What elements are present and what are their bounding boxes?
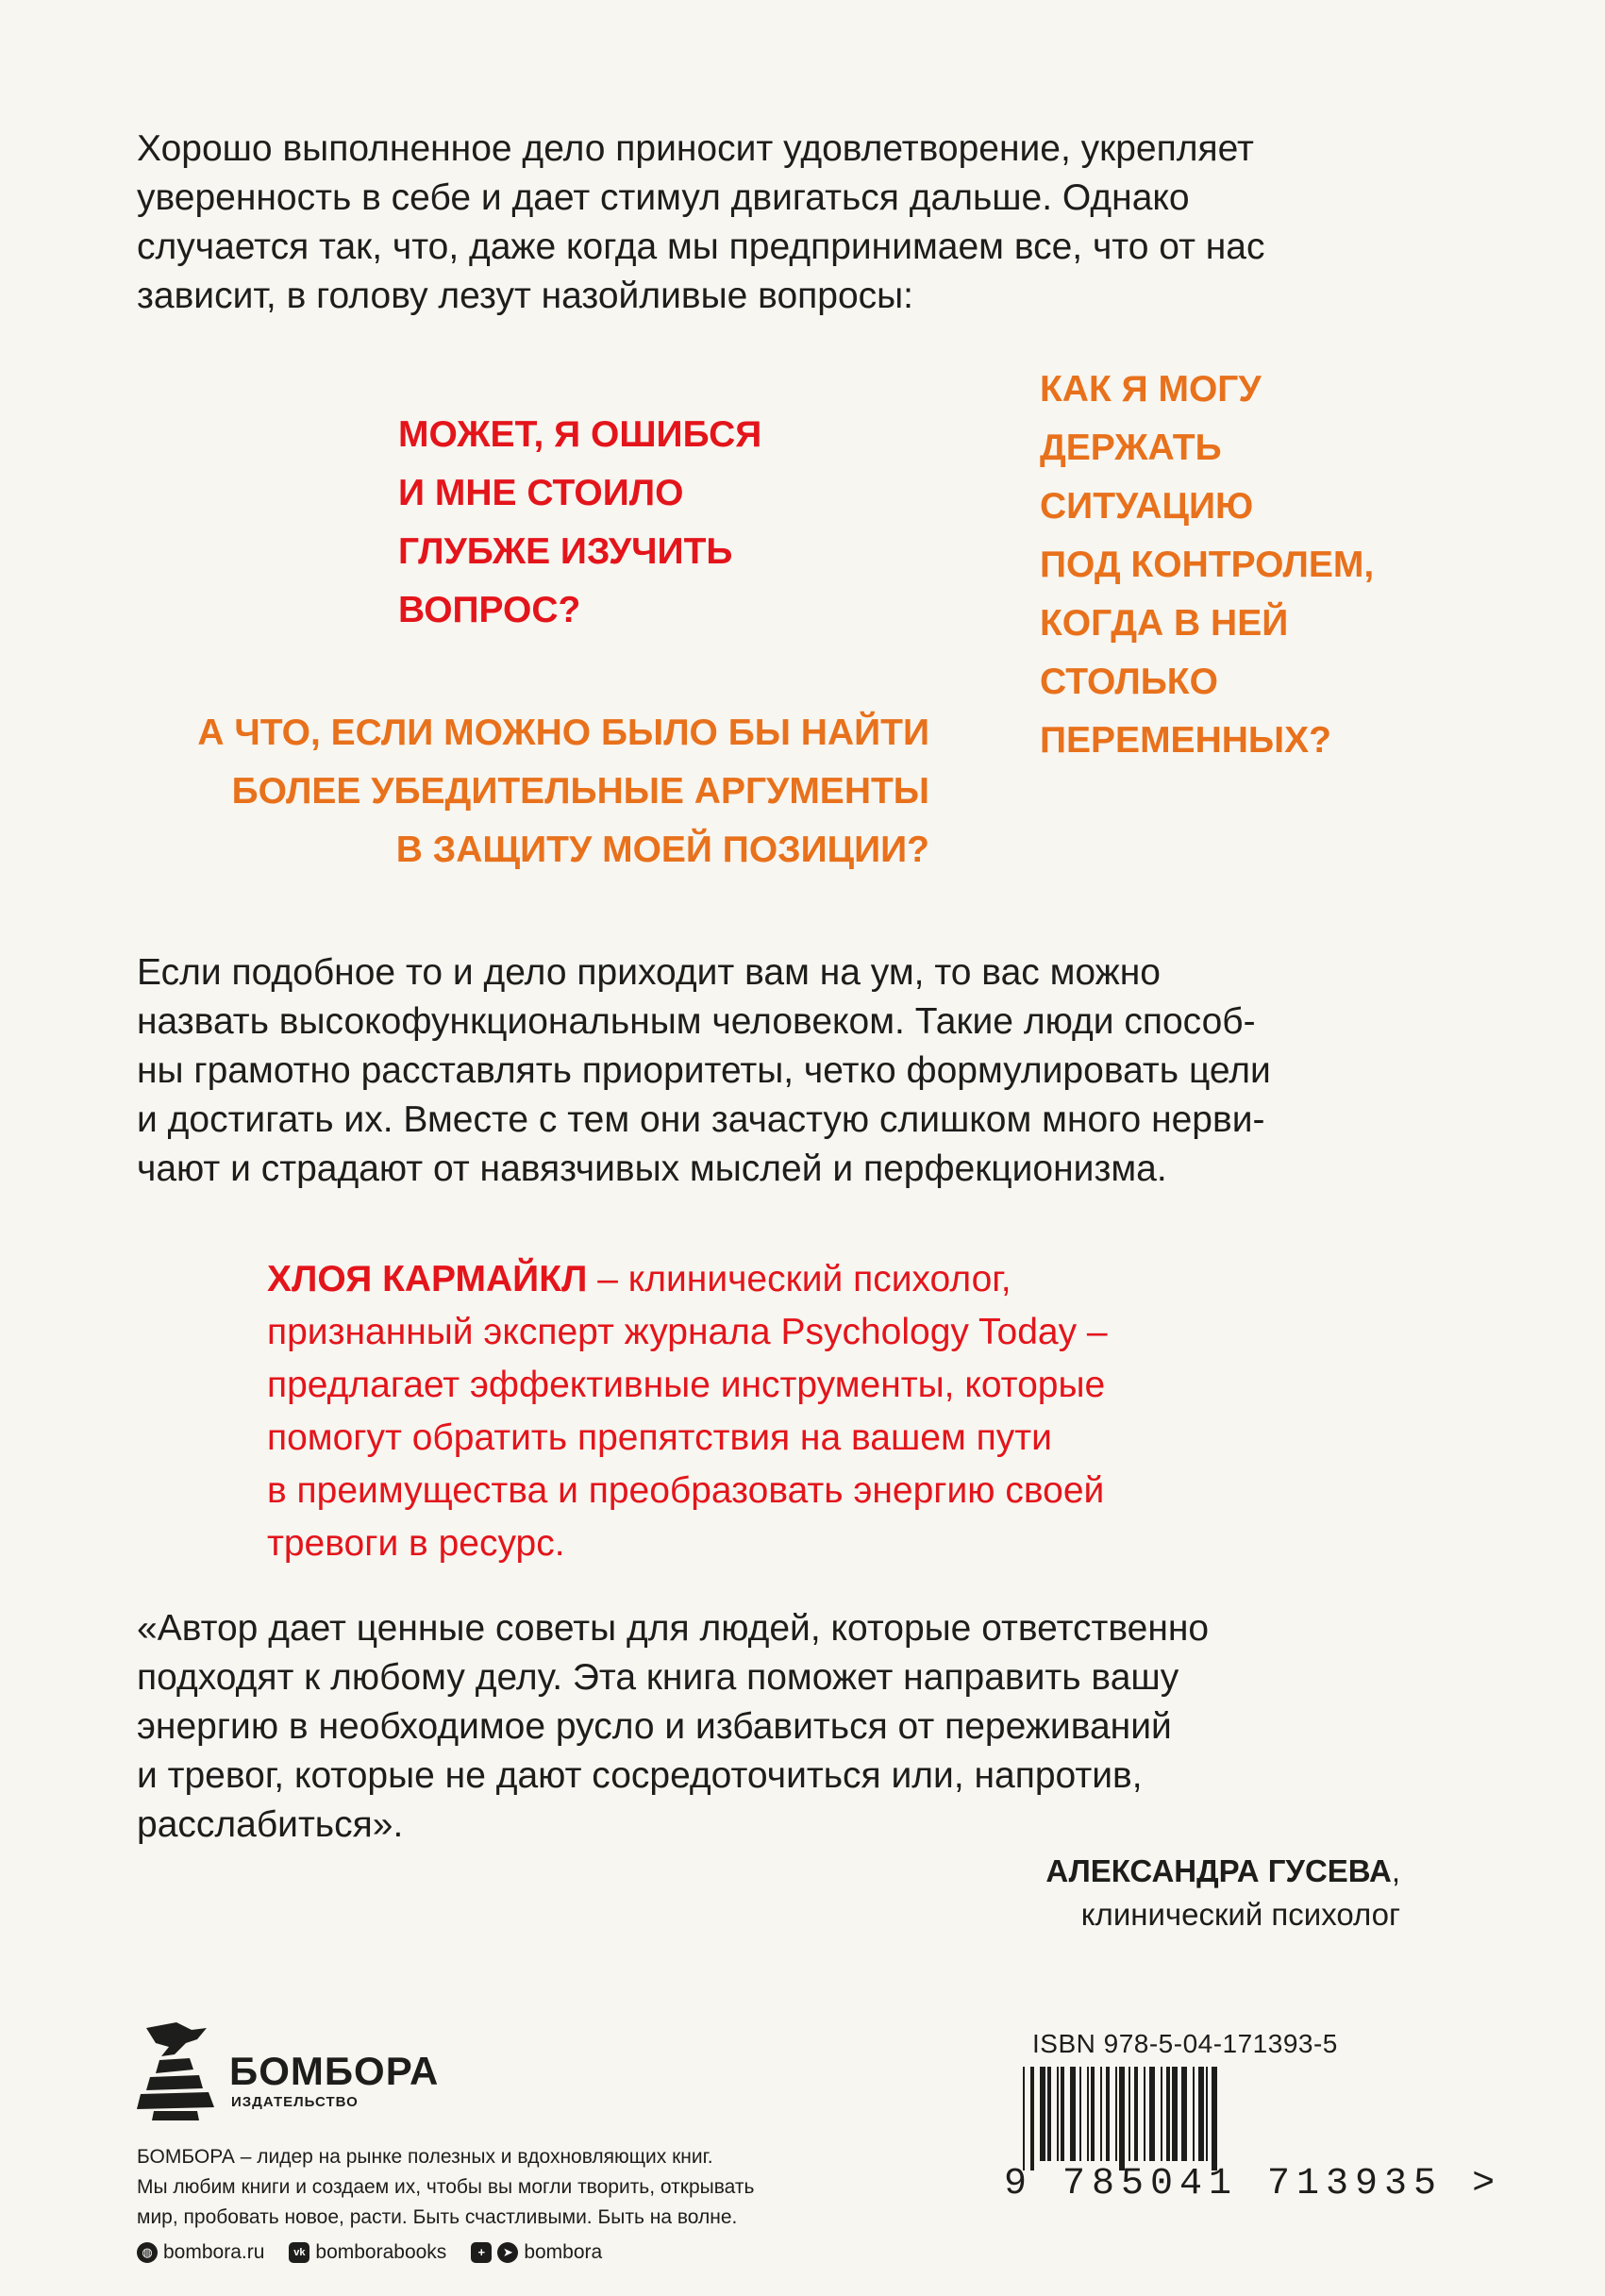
barcode-bar [1110,2067,1115,2161]
social-telegram[interactable] [471,2241,602,2264]
barcode-bar [1178,2067,1181,2161]
barcode-bar [1100,2067,1102,2161]
middle-line: ны грамотно расставлять приоритеты, четко формулировать цели [137,1050,1271,1091]
intro-line: Хорошо выполненное дело приносит удовлетворение, укрепляет [137,128,1254,169]
vk-icon: vk [289,2242,309,2263]
question-3-line: В ЗАЩИТУ МОЕЙ ПОЗИЦИИ? [395,830,929,870]
author-line: признанный эксперт журнала Psychology Today – [267,1312,1108,1352]
globe-icon: ◍ [137,2242,158,2263]
question-2-line: КАК Я МОГУ [1040,369,1262,410]
quote-line: «Автор дает ценные советы для людей, которые ответственно [137,1608,1210,1649]
author-line: в преимущества и преобразовать энергию своей [267,1470,1105,1511]
plus-icon: + [471,2242,492,2263]
isbn: ISBN 978-5-04-171393-5 [1032,2029,1338,2058]
quote-line: и тревог, которые не дают сосредоточиться или, напротив, [137,1755,1143,1796]
barcode-bar [1162,2067,1166,2161]
author-block [267,1253,1108,1570]
barcode-bar [1129,2067,1130,2161]
barcode-bar [1025,2067,1030,2170]
barcode-bar [1091,2067,1095,2161]
question-3 [151,704,929,880]
about-line: БОМБОРА – лидер на рынке полезных и вдохновляющих книг. [137,2146,713,2168]
barcode-bar [1138,2067,1144,2161]
barcode-bar [1051,2067,1057,2161]
bombora-logo-icon [137,2022,218,2120]
barcode-bar [1076,2067,1079,2161]
question-1 [398,406,761,640]
review-quote [137,1604,1209,1850]
barcode-bar [1034,2067,1040,2161]
author-line: предлагает эффективные инструменты, которые [267,1365,1106,1405]
quote-author-role: клинический психолог [1080,1897,1400,1932]
social-label: bombora.ru [163,2241,265,2263]
logo-subtitle: ИЗДАТЕЛЬСТВО [231,2094,359,2110]
barcode-bar [1125,2067,1129,2170]
intro-line: уверенность в себе и дает стимул двигаться дальше. Однако [137,177,1190,218]
barcode-bar [1204,2067,1206,2161]
barcode-bar [1030,2067,1034,2170]
barcode-bar [1047,2067,1051,2161]
question-2-line: ПЕРЕМЕННЫХ? [1040,720,1331,761]
barcode-bar [1057,2067,1059,2161]
middle-line: чают и страдают от навязчивых мыслей и перфекционизма. [137,1148,1167,1189]
barcode-bar [1172,2067,1178,2161]
barcode-bar [1134,2067,1138,2161]
barcode-bar [1181,2067,1187,2161]
barcode-bar [1115,2067,1117,2161]
quote-author-comma: , [1391,1853,1400,1888]
barcode-bar [1208,2067,1212,2170]
question-2-line: ПОД КОНТРОЛЕМ, [1040,545,1375,585]
barcode-bar [1045,2067,1047,2161]
question-3-line: А ЧТО, ЕСЛИ МОЖНО БЫЛО БЫ НАЙТИ [197,712,929,753]
intro-line: случается так, что, даже когда мы предпринимаем все, что от нас [137,226,1265,267]
about-line: мир, пробовать новое, расти. Быть счастливыми. Быть на волне. [137,2206,738,2228]
barcode-bar [1193,2067,1195,2161]
quote-author-name: АЛЕКСАНДРА ГУСЕВА [1045,1853,1392,1888]
author-line: тревоги в ресурс. [267,1523,565,1564]
barcode-bar [1081,2067,1087,2161]
barcode-bar [1206,2067,1208,2161]
barcode-bar [1079,2067,1081,2161]
barcode-bar [1145,2067,1149,2161]
publisher-logo [137,2022,440,2126]
barcode-bar [1161,2067,1162,2161]
social-vk[interactable] [289,2241,446,2264]
quote-line: подходят к любому делу. Эта книга поможет направить вашу [137,1657,1179,1698]
barcode-bar [1040,2067,1045,2161]
quote-signature [1045,1850,1400,1936]
question-1-line: МОЖЕТ, Я ОШИБСЯ [398,414,762,455]
quote-line: расслабиться». [137,1804,404,1845]
barcode [1017,2067,1321,2172]
barcode-bar [1198,2067,1204,2161]
barcode-bar [1149,2067,1155,2161]
barcode-bar [1059,2067,1061,2161]
question-2-line: СТОЛЬКО [1040,662,1218,702]
barcode-bar [1170,2067,1172,2161]
about-line: Мы любим книги и создаем их, чтобы вы могли творить, открывать [137,2176,755,2198]
middle-line: назвать высокофункциональным человеком. Такие люди способ- [137,1001,1256,1042]
question-1-line: ВОПРОС? [398,590,581,630]
barcode-bar [1144,2067,1145,2161]
quote-line: энергию в необходимое русло и избавиться от переживаний [137,1706,1172,1747]
intro-paragraph [137,125,1477,321]
logo-name: БОМБОРА [229,2049,440,2093]
barcode-digits: 9 785041 713935 > [1004,2163,1502,2205]
barcode-bar [1087,2067,1089,2161]
intro-line: зависит, в голову лезут назойливые вопросы: [137,276,913,316]
barcode-bar [1212,2067,1217,2170]
barcode-bar [1023,2067,1025,2170]
barcode-bar [1130,2067,1134,2161]
barcode-bar [1187,2067,1193,2161]
middle-line: Если подобное то и дело приходит вам на ум, то вас можно [137,952,1161,993]
barcode-bar [1217,2067,1223,2170]
barcode-bar [1119,2067,1125,2170]
question-1-line: И МНЕ СТОИЛО [398,473,684,513]
question-2-line: ДЕРЖАТЬ [1040,427,1222,468]
question-2-line: КОГДА В НЕЙ [1040,603,1289,644]
author-description: – клинический психолог, [587,1259,1011,1299]
social-website[interactable] [137,2241,264,2264]
barcode-bar [1064,2067,1070,2161]
middle-line: и достигать их. Вместе с тем они зачастую слишком много нерви- [137,1099,1265,1140]
author-line: помогут обратить препятствия на вашем пути [267,1417,1052,1458]
question-2 [1040,360,1374,770]
question-2-line: СИТУАЦИЮ [1040,486,1254,527]
social-label: bomborabooks [315,2241,447,2263]
question-3-line: БОЛЕЕ УБЕДИТЕЛЬНЫЕ АРГУМЕНТЫ [231,771,929,812]
social-links [137,2241,602,2264]
barcode-bar [1166,2067,1170,2161]
author-name: ХЛОЯ КАРМАЙКЛ [267,1259,588,1299]
social-label: bombora [524,2241,603,2263]
barcode-bar [1070,2067,1076,2161]
barcode-bar [1195,2067,1198,2161]
publisher-about [137,2142,754,2233]
barcode-bar [1155,2067,1161,2161]
middle-paragraph [137,948,1477,1194]
barcode-bar [1089,2067,1091,2161]
barcode-bar [1102,2067,1106,2161]
question-1-line: ГЛУБЖЕ ИЗУЧИТЬ [398,531,733,572]
barcode-bar [1106,2067,1110,2161]
barcode-bar [1095,2067,1100,2161]
telegram-icon: ➤ [497,2242,518,2263]
barcode-bar [1061,2067,1064,2161]
barcode-bar [1117,2067,1119,2170]
